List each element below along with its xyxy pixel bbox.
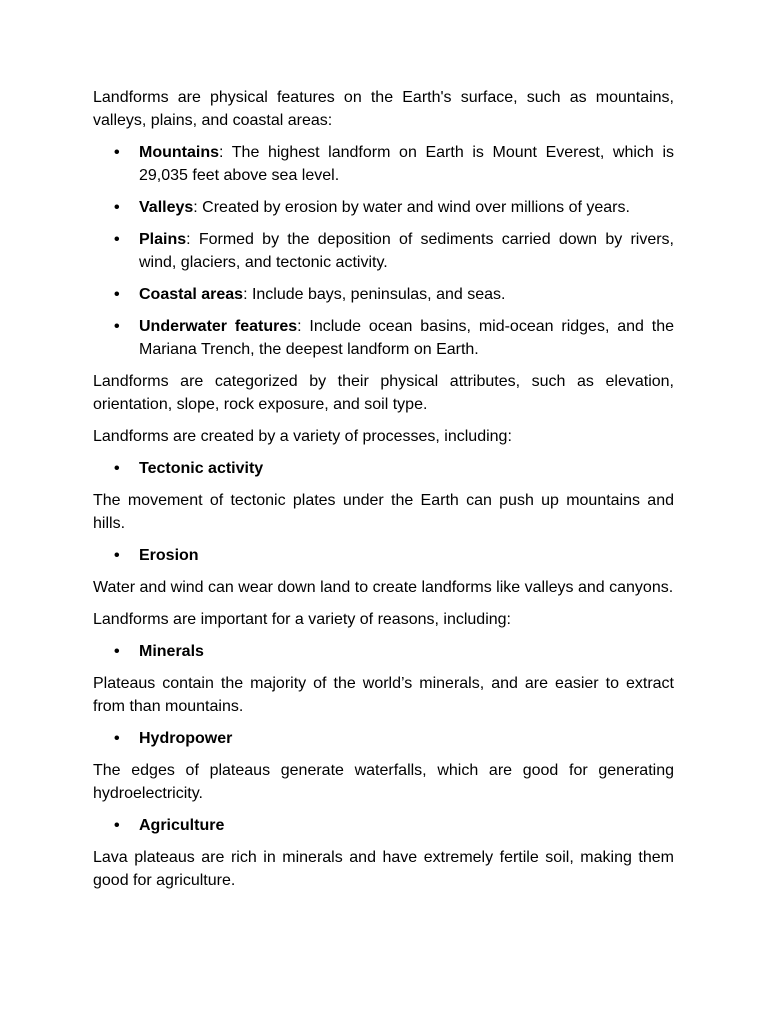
bullet-icon: •: [114, 286, 120, 303]
categorized-paragraph: Landforms are categorized by their physical attributes, such as elevation, orientation, slope, rock exposure, and soil type.: [93, 373, 674, 413]
list-item: [93, 228, 674, 274]
reason-heading: Hydropower: [139, 730, 233, 747]
reason-heading-list: [93, 727, 674, 750]
list-item: [93, 196, 674, 219]
list-item: [93, 315, 674, 361]
list-item: [93, 283, 674, 306]
bullet-icon: •: [114, 730, 120, 747]
importance-intro-paragraph: Landforms are important for a variety of reasons, including:: [93, 611, 511, 628]
feature-text: : Formed by the deposition of sediments carried down by rivers, wind, glaciers, and tectonic activity.: [139, 231, 674, 271]
list-item: [93, 141, 674, 187]
reason-paragraph: Lava plateaus are rich in minerals and have extremely fertile soil, making them good for agriculture.: [93, 849, 674, 889]
feature-text: : The highest landform on Earth is Mount Everest, which is 29,035 feet above sea level.: [139, 144, 674, 184]
bullet-icon: •: [114, 817, 120, 834]
process-heading-list: [93, 544, 674, 567]
bullet-icon: •: [114, 460, 120, 477]
feature-term: Coastal areas: [139, 286, 244, 303]
list-item: [93, 544, 674, 567]
reason-heading-list: [93, 814, 674, 837]
bullet-icon: •: [114, 144, 120, 161]
process-paragraph: Water and wind can wear down land to create landforms like valleys and canyons.: [93, 579, 674, 596]
feature-text: : Include bays, peninsulas, and seas.: [243, 286, 506, 303]
process-heading-list: [93, 457, 674, 480]
feature-text: : Created by erosion by water and wind over millions of years.: [193, 199, 630, 216]
features-list: [93, 141, 674, 361]
list-item: [93, 727, 674, 750]
list-item: [93, 814, 674, 837]
bullet-icon: •: [114, 231, 120, 248]
bullet-icon: •: [114, 199, 120, 216]
list-item: [93, 457, 674, 480]
bullet-icon: •: [114, 318, 120, 335]
process-paragraph: The movement of tectonic plates under the Earth can push up mountains and hills.: [93, 492, 674, 532]
feature-term: Valleys: [139, 199, 194, 216]
reason-heading: Minerals: [139, 643, 204, 660]
reason-paragraph: Plateaus contain the majority of the world’s minerals, and are easier to extract from than mountains.: [93, 675, 674, 715]
bullet-icon: •: [114, 547, 120, 564]
feature-term: Mountains: [139, 144, 219, 161]
process-heading: Erosion: [139, 547, 199, 564]
feature-text: : Include ocean basins, mid-ocean ridges, and the Mariana Trench, the deepest landform on Earth.: [139, 318, 675, 358]
reason-heading-list: [93, 640, 674, 663]
feature-term: Plains: [139, 231, 187, 248]
bullet-icon: •: [114, 643, 120, 660]
list-item: [93, 640, 674, 663]
processes-intro-paragraph: Landforms are created by a variety of processes, including:: [93, 428, 512, 445]
feature-term: Underwater features: [139, 318, 298, 335]
reason-paragraph: The edges of plateaus generate waterfalls, which are good for generating hydroelectricity.: [93, 762, 674, 802]
reason-heading: Agriculture: [139, 817, 225, 834]
document-page: [93, 86, 674, 901]
intro-paragraph: Landforms are physical features on the Earth's surface, such as mountains, valleys, plains, and coastal areas:: [93, 89, 674, 129]
process-heading: Tectonic activity: [139, 460, 264, 477]
